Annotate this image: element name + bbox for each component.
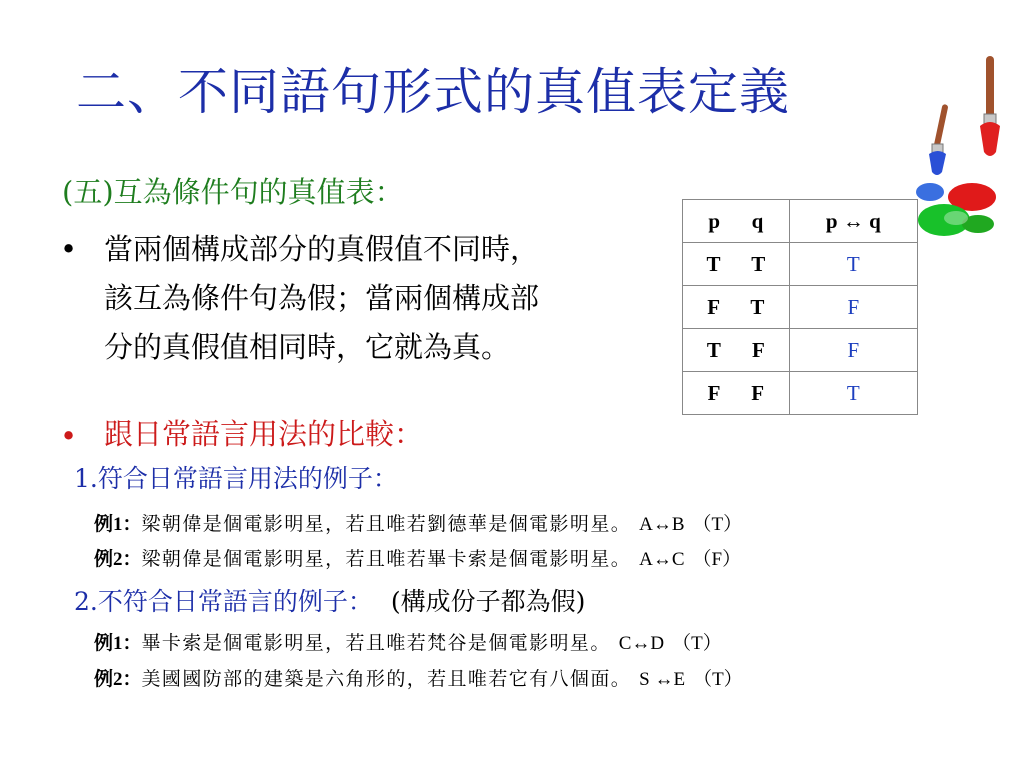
example-line [94,544,741,575]
example-text: 梁朝偉是個電影明星，若且唯若劉德華是個電影明星。 [141,513,632,535]
example-line [94,628,722,659]
result-cell: F [789,286,917,329]
example-truth-value: （F） [692,549,742,570]
table-row [683,372,918,415]
group2-heading [74,586,585,618]
table-row [683,329,918,372]
example-formula: A↔C [639,549,685,570]
text-line: 分的真假值相同時，它就為真。 [104,330,511,364]
result-cell: F [789,329,917,372]
group2-heading-text: 2.不符合日常語言的例子： [74,587,373,616]
group1-heading: 1.符合日常語言用法的例子： [74,464,398,493]
header-result-cell: p ↔ q [789,200,917,243]
example-label: 例1： [94,514,142,535]
result-cell: T [789,372,917,415]
pq-cell: T T [683,243,790,286]
example-text: 畢卡索是個電影明星，若且唯若梵谷是個電影明星。 [141,632,611,654]
section-heading: (五)互為條件句的真值表： [62,175,404,209]
example-formula: S ↔E [639,669,686,690]
pq-cell: F F [683,372,790,415]
paintbrush-palette-icon [908,52,1020,244]
bullet-marker: • [60,419,78,453]
group2-note: (構成份子都為假) [390,587,586,616]
example-line [94,664,743,695]
example-formula: C↔D [618,633,665,654]
result-cell: T [789,243,917,286]
truth-table [682,199,918,415]
example-formula: A↔B [639,514,685,535]
bullet-text-comparison: 跟日常語言用法的比較： [104,417,424,451]
slide-title: 二、不同語句形式的真值表定義 [76,63,790,121]
example-label: 例1： [94,633,142,654]
header-pq-cell: p q [683,200,790,243]
example-label: 例2： [94,669,142,690]
example-label: 例2： [94,549,142,570]
example-text: 梁朝偉是個電影明星，若且唯若畢卡索是個電影明星。 [141,548,632,570]
example-line [94,509,742,540]
pq-cell: F T [683,286,790,329]
pq-cell: T F [683,329,790,372]
bullet-text-definition [104,225,539,372]
table-row [683,286,918,329]
example-text: 美國國防部的建築是六角形的，若且唯若它有八個面。 [141,668,632,690]
table-row [683,243,918,286]
table-header-row [683,200,918,243]
text-line: 該互為條件句為假；當兩個構成部 [104,281,540,315]
example-truth-value: （T） [692,514,743,535]
bullet-marker: • [60,232,78,266]
example-truth-value: （T） [672,633,722,654]
text-line: 當兩個構成部分的真假值不同時， [104,232,540,266]
example-truth-value: （T） [693,669,743,690]
